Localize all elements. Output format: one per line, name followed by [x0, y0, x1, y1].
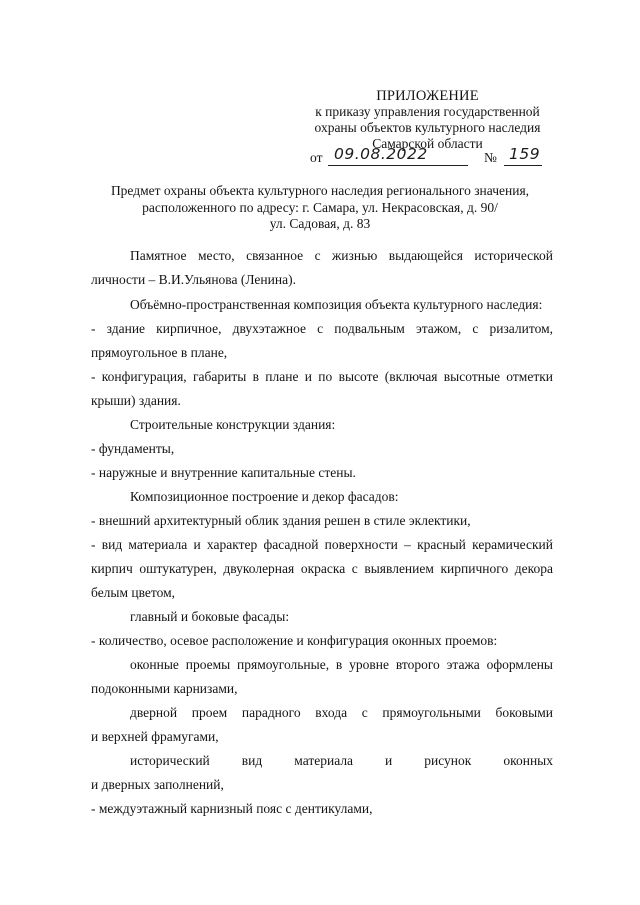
body-line: - конфигурация, габариты в плане и по высоте (включая высотные отметки [91, 369, 553, 384]
body-line: - наружные и внутренние капитальные стены. [91, 465, 356, 480]
body-line: кирпич оштукатурен, двуколерная окраска с выявлением кирпичного декора [91, 561, 553, 576]
body-line: белым цветом, [91, 585, 176, 600]
handwritten-date: 09.08.2022 [334, 145, 428, 163]
annex-title: ПРИЛОЖЕНИЕ [376, 88, 479, 104]
handwritten-number: 159 [509, 145, 541, 163]
body-line: - количество, осевое расположение и конфигурация оконных проемов: [91, 633, 498, 648]
number-label: № [484, 150, 497, 165]
body-line: Памятное место, связанное с жизнью выдающейся исторической [130, 248, 553, 263]
annex-line: охраны объектов культурного наследия [314, 120, 541, 135]
title-line: Предмет охраны объекта культурного наследия регионального значения, [110, 183, 530, 198]
body-line: подоконными карнизами, [91, 681, 238, 696]
order-date-number-line [310, 145, 545, 168]
body-line: дверной проем парадного входа с прямоугольными боковыми [130, 705, 553, 720]
body-line: - здание кирпичное, двухэтажное с подвальным этажом, с ризалитом, [91, 321, 553, 336]
body-line: личности – В.И.Ульянова (Ленина). [91, 272, 296, 287]
date-underline [328, 165, 468, 166]
body-line: Композиционное построение и декор фасадов: [130, 489, 399, 504]
body-line: и верхней фрамугами, [91, 729, 219, 744]
title-line: расположенного по адресу: г. Самара, ул. Некрасовская, д. 90/ [142, 199, 498, 215]
body-line: - внешний архитектурный облик здания решен в стиле эклектики, [91, 513, 471, 528]
number-underline [504, 165, 542, 166]
body-line: - вид материала и характер фасадной поверхности – красный керамический [91, 537, 553, 552]
body-line: и дверных заполнений, [91, 777, 224, 792]
annex-header [305, 88, 550, 152]
body-line: Строительные конструкции здания: [130, 417, 336, 432]
body-line: - фундаменты, [91, 441, 175, 456]
annex-line: Самарской области [372, 136, 483, 151]
body-line: крыши) здания. [91, 393, 181, 408]
body-line: главный и боковые фасады: [130, 609, 290, 624]
from-label: от [310, 150, 323, 165]
body-line: исторический вид материала и рисунок оконных [130, 753, 553, 768]
body-line: оконные проемы прямоугольные, в уровне второго этажа оформлены [130, 657, 553, 672]
body-line: Объёмно-пространственная композиция объекта культурного наследия: [130, 297, 543, 312]
annex-line: к приказу управления государственной [315, 104, 540, 119]
title-line: ул. Садовая, д. 83 [269, 216, 371, 231]
body-line: прямоугольное в плане, [91, 345, 228, 360]
body-line: - междуэтажный карнизный пояс с дентикулами, [91, 801, 373, 816]
document-title [100, 183, 540, 233]
